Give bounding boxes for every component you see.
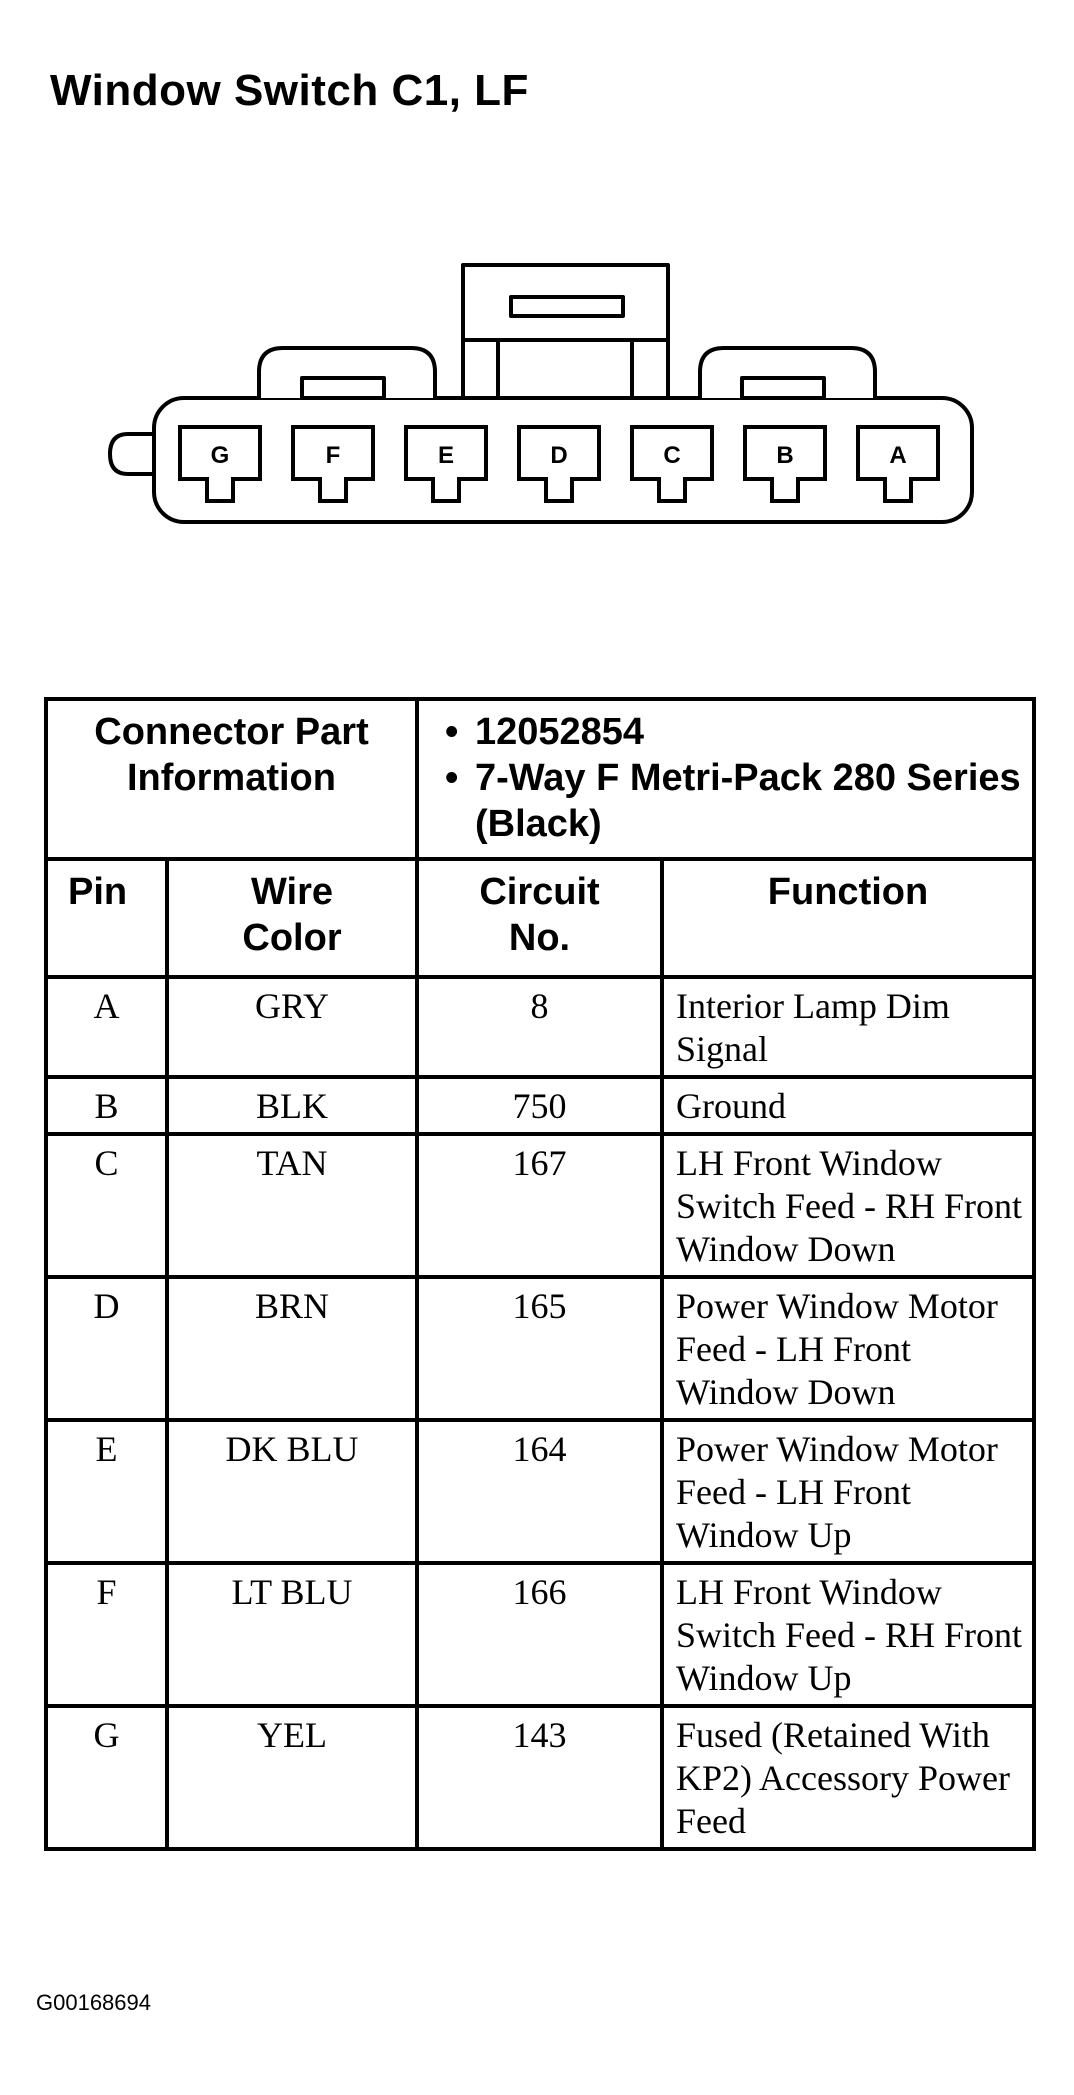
- circuit-cell: 167: [417, 1134, 662, 1277]
- wire-color-cell: GRY: [167, 977, 417, 1077]
- part-info-values-cell: [417, 699, 1034, 859]
- table-row: [46, 1134, 1034, 1277]
- pin-label-c: C: [663, 442, 681, 469]
- pin-cell: C: [46, 1134, 167, 1277]
- pin-label-a: A: [889, 442, 907, 469]
- table-row: [46, 1563, 1034, 1706]
- page-title: Window Switch C1, LF: [50, 66, 529, 115]
- column-header-wire-color: [167, 859, 417, 977]
- column-header-circuit: [417, 859, 662, 977]
- wire-color-cell: TAN: [167, 1134, 417, 1277]
- part-info-label: Connector Part Information: [94, 711, 369, 799]
- table-row: [46, 1706, 1034, 1849]
- connector-diagram: [0, 0, 1074, 640]
- wire-color-cell: LT BLU: [167, 1563, 417, 1706]
- column-header-row: [46, 859, 1034, 977]
- column-header-circuit-label: Circuit No.: [479, 871, 600, 959]
- pin-cell: D: [46, 1277, 167, 1420]
- pin-cell: F: [46, 1563, 167, 1706]
- figure-id: G00168694: [36, 1990, 151, 2015]
- function-cell: LH Front Window Switch Feed - RH Front Window Up: [662, 1563, 1034, 1706]
- connector-type: • 7-Way F Metri-Pack 280 Series (Black): [475, 755, 1026, 847]
- circuit-cell: 164: [417, 1420, 662, 1563]
- table-row: [46, 977, 1034, 1077]
- pin-label-g: G: [210, 442, 230, 469]
- wire-color-cell: BLK: [167, 1077, 417, 1134]
- function-cell: Power Window Motor Feed - LH Front Window Up: [662, 1420, 1034, 1563]
- circuit-cell: 165: [417, 1277, 662, 1420]
- pin-label-b: B: [776, 442, 794, 469]
- function-cell: Power Window Motor Feed - LH Front Window Down: [662, 1277, 1034, 1420]
- column-header-function: Function: [662, 859, 1034, 977]
- wire-color-cell: DK BLU: [167, 1420, 417, 1563]
- connector-spec-table: [44, 697, 1036, 1851]
- pin-cell: A: [46, 977, 167, 1077]
- function-cell: LH Front Window Switch Feed - RH Front Window Down: [662, 1134, 1034, 1277]
- part-number: • 12052854: [475, 709, 1026, 755]
- table-row: [46, 1277, 1034, 1420]
- part-info-label-cell: [46, 699, 417, 859]
- circuit-cell: 143: [417, 1706, 662, 1849]
- pin-cell: B: [46, 1077, 167, 1134]
- column-header-wire-color-label: Wire Color: [242, 871, 342, 959]
- wire-color-cell: YEL: [167, 1706, 417, 1849]
- wire-color-cell: BRN: [167, 1277, 417, 1420]
- pin-label-f: F: [325, 442, 341, 469]
- pin-cell: G: [46, 1706, 167, 1849]
- circuit-cell: 8: [417, 977, 662, 1077]
- function-cell: Ground: [662, 1077, 1034, 1134]
- pin-cell: E: [46, 1420, 167, 1563]
- table-row: [46, 1077, 1034, 1134]
- function-cell: Interior Lamp Dim Signal: [662, 977, 1034, 1077]
- function-cell: Fused (Retained With KP2) Accessory Power Feed: [662, 1706, 1034, 1849]
- pin-label-e: E: [437, 442, 455, 469]
- circuit-cell: 750: [417, 1077, 662, 1134]
- table-row: [46, 1420, 1034, 1563]
- column-header-pin: Pin: [46, 859, 167, 977]
- pin-label-d: D: [550, 442, 568, 469]
- circuit-cell: 166: [417, 1563, 662, 1706]
- part-info-row: [46, 699, 1034, 859]
